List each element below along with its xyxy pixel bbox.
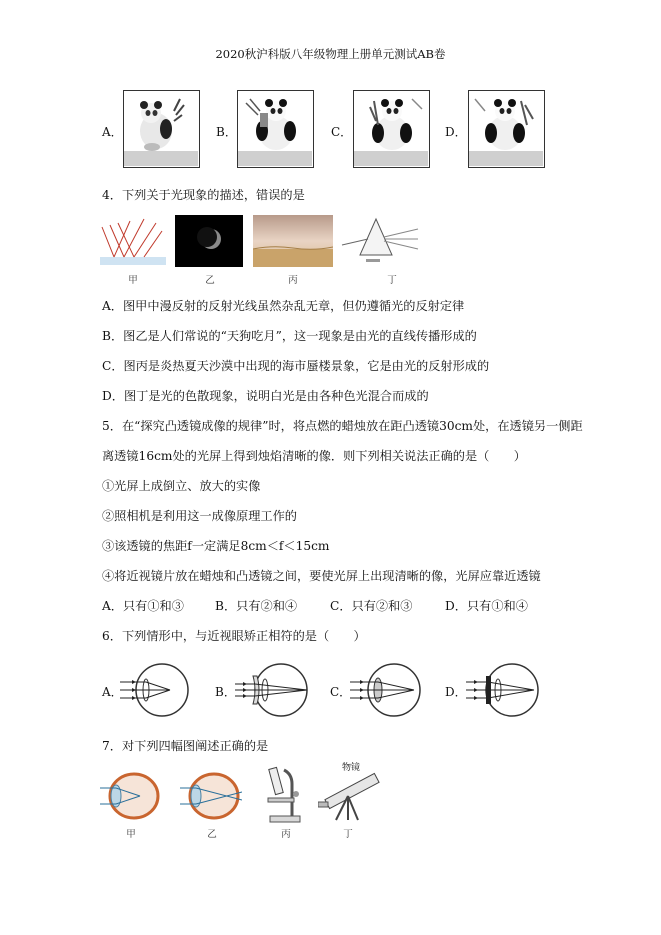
q5-stem-line1: 5．在“探究凸透镜成像的规律”时，将点燃的蜡烛放在距凸透镜30cm处，在透镜另一侧距 <box>102 419 583 433</box>
q7-telescope-diagram <box>318 762 386 822</box>
q6-option-c-label: C． <box>330 685 352 699</box>
q3-option-d-label: D． <box>445 125 467 139</box>
q5-stem-line2: 离透镜16cm处的光屏上得到烛焰清晰的像．则下列相关说法正确的是（ ） <box>102 449 526 463</box>
q5-statement-1: ①光屏上成倒立、放大的实像 <box>102 479 261 493</box>
q3-option-a-label: A． <box>102 125 123 139</box>
q4-diagram-yi-moon <box>175 215 243 267</box>
q6-eye-diagram-b <box>233 660 313 720</box>
q5-statement-2: ②照相机是利用这一成像原理工作的 <box>102 509 297 523</box>
q7-microscope-diagram <box>262 764 310 824</box>
q4-caption-yi: 乙 <box>205 275 215 286</box>
q4-option-a: A．图甲中漫反射的反射光线虽然杂乱无章，但仍遵循光的反射定律 <box>102 299 465 313</box>
panda-image-c <box>353 90 430 168</box>
q6-option-b-label: B． <box>215 685 236 699</box>
q4-option-d: D．图丁是光的色散现象，说明白光是由各种色光混合而成的 <box>102 389 429 403</box>
q4-stem: 4．下列关于光现象的描述，错误的是 <box>102 188 305 202</box>
q6-option-d-label: D． <box>445 685 467 699</box>
page-header: 2020秋沪科版八年级物理上册单元测试AB卷 <box>215 47 446 61</box>
q4-caption-ding: 丁 <box>387 275 397 286</box>
q5-option-b: B．只有②和④ <box>215 599 298 613</box>
q5-option-c: C．只有②和③ <box>330 599 413 613</box>
q4-diagram-ding-prism <box>340 215 420 267</box>
q5-option-a: A．只有①和③ <box>102 599 184 613</box>
panda-image-d <box>468 90 545 168</box>
q6-eye-diagram-a <box>118 660 194 720</box>
panda-image-a <box>123 90 200 168</box>
q6-stem: 6．下列情形中，与近视眼矫正相符的是（ ） <box>102 629 366 643</box>
q7-stem: 7．对下列四幅图阐述正确的是 <box>102 739 269 753</box>
q3-option-c-label: C． <box>331 125 353 139</box>
q5-statement-4: ④将近视镜片放在蜡烛和凸透镜之间，要使光屏上出现清晰的像，光屏应靠近透镜 <box>102 569 541 583</box>
q5-option-d: D．只有①和④ <box>445 599 528 613</box>
q4-option-c: C．图丙是炎热夏天沙漠中出现的海市蜃楼景象，它是由光的反射形成的 <box>102 359 490 373</box>
q4-option-b: B．图乙是人们常说的“天狗吃月”，这一现象是由光的直线传播形成的 <box>102 329 477 343</box>
q6-eye-diagram-d <box>464 660 544 720</box>
q7-eye-diagram-yi <box>180 770 242 822</box>
q6-eye-diagram-c <box>348 660 428 720</box>
q4-caption-bing: 丙 <box>288 275 298 286</box>
q7-caption-yi: 乙 <box>207 829 217 840</box>
q5-statement-3: ③该透镜的焦距f一定满足8cm＜f＜15cm <box>102 539 330 553</box>
q4-caption-jia: 甲 <box>128 275 138 286</box>
q6-option-a-label: A． <box>102 685 123 699</box>
q7-eye-diagram-jia <box>100 770 162 822</box>
telescope-objective-label: 物镜 <box>342 763 361 773</box>
q4-diagram-bing-mirage <box>253 215 333 267</box>
q4-diagram-jia <box>100 215 166 265</box>
panda-image-b <box>237 90 314 168</box>
q3-option-b-label: B． <box>216 125 237 139</box>
q7-caption-ding: 丁 <box>343 829 353 840</box>
q7-caption-bing: 丙 <box>281 829 291 840</box>
q7-caption-jia: 甲 <box>126 829 136 840</box>
